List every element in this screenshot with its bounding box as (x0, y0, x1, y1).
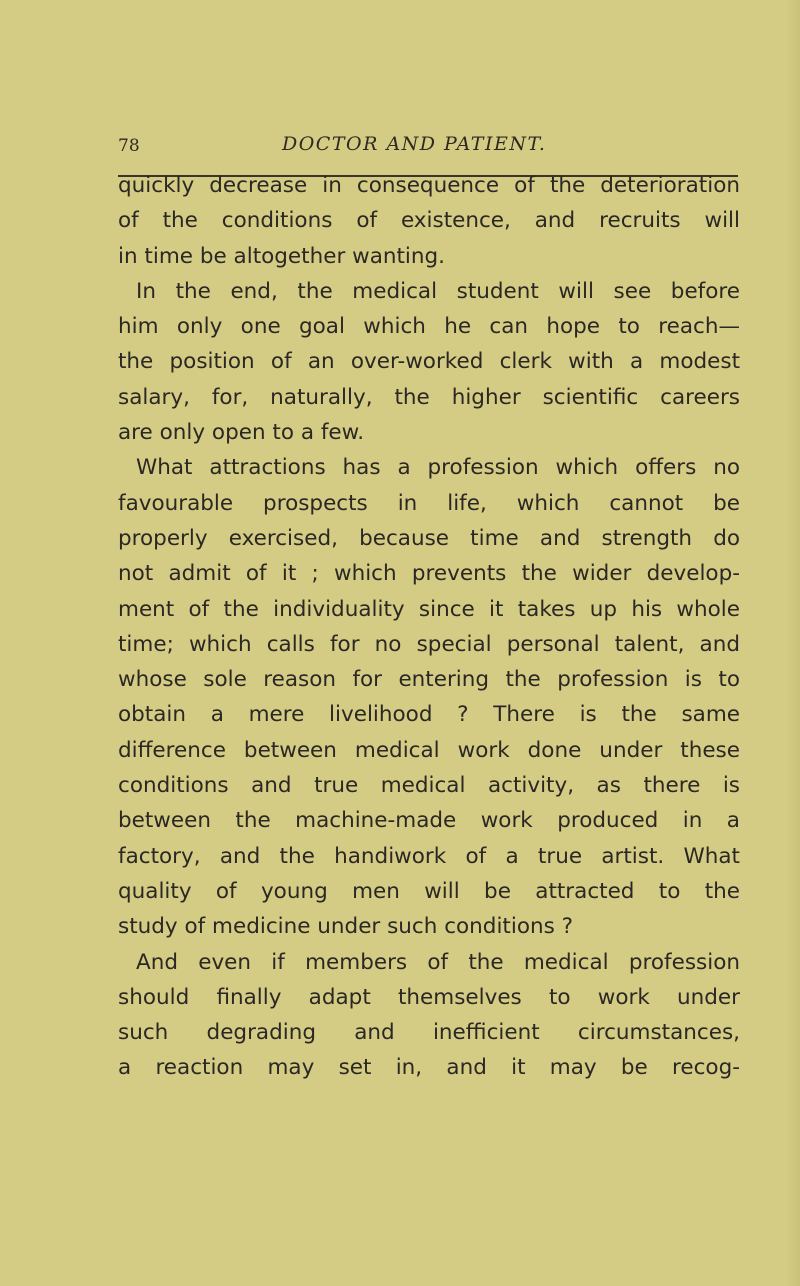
text-line: in time be altogether wanting. (118, 243, 446, 269)
text-line: him only one goal which he can hope to reach— (118, 314, 740, 340)
text-line: favourable prospects in life, which cannot be (118, 490, 740, 516)
text-line: And even if members of the medical profession (136, 949, 740, 975)
text-line: salary, for, naturally, the higher scientific careers (118, 384, 740, 410)
text-line: a reaction may set in, and it may be recog- (118, 1055, 740, 1081)
text-line: What attractions has a profession which offers no (136, 455, 740, 481)
text-line: of the conditions of existence, and recruits will (118, 208, 740, 234)
text-line: In the end, the medical student will see before (136, 278, 740, 304)
page-edge-shadow (786, 0, 800, 1286)
text-line: whose sole reason for entering the profession is to (118, 667, 740, 693)
text-line: such degrading and inefficient circumstances, (118, 1020, 740, 1046)
text-line: quality of young men will be attracted to the (118, 878, 740, 904)
text-line: quickly decrease in consequence of the deterioration (118, 173, 740, 198)
text-line: difference between medical work done under these (118, 737, 740, 763)
text-line: properly exercised, because time and strength do (118, 525, 740, 551)
running-title: DOCTOR AND PATIENT. (282, 133, 547, 155)
text-line: time; which calls for no special personal talent, and (118, 631, 740, 657)
text-line: should finally adapt themselves to work under (118, 984, 740, 1010)
text-line: are only open to a few. (118, 420, 365, 446)
body-text (118, 168, 740, 1086)
text-line: between the machine-made work produced in a (118, 808, 740, 834)
text-line: ment of the individuality since it takes up his whole (118, 596, 740, 622)
text-line: study of medicine under such conditions ? (118, 914, 574, 940)
text-line: factory, and the handiwork of a true artist. What (118, 843, 740, 869)
page-number: 78 (118, 136, 140, 156)
text-line: conditions and true medical activity, as there is (118, 773, 740, 799)
text-line: obtain a mere livelihood ? There is the same (118, 702, 740, 728)
text-line: the position of an over-worked clerk with a modest (118, 349, 740, 375)
text-line: not admit of it ; which prevents the wider develop- (118, 561, 740, 587)
